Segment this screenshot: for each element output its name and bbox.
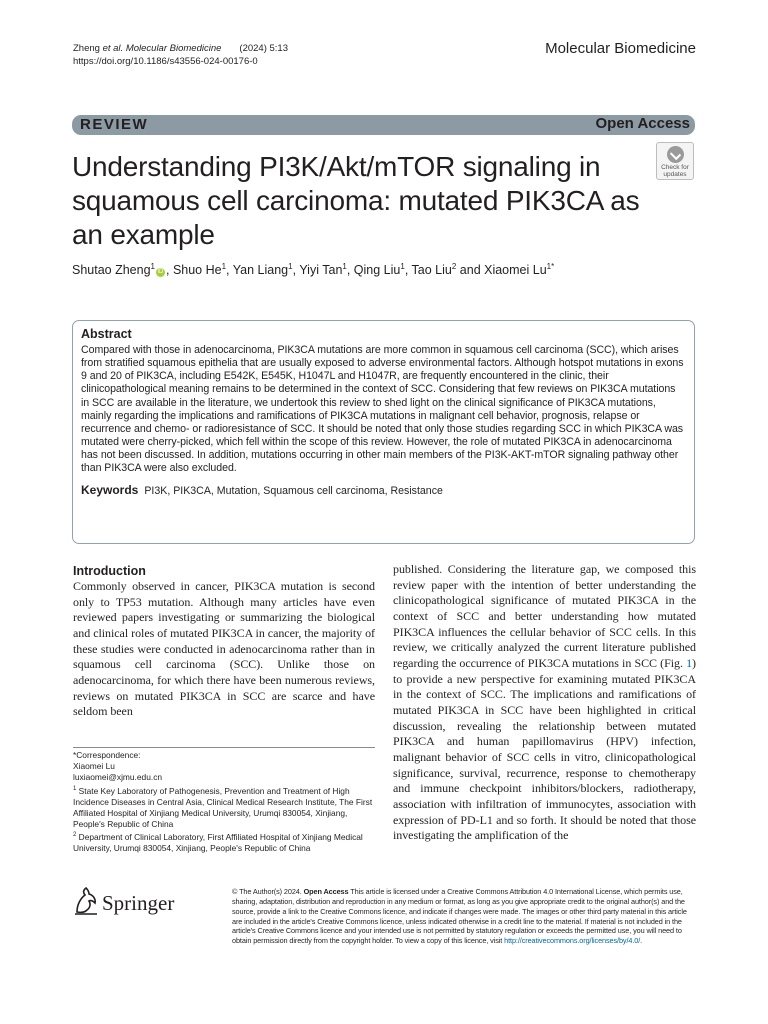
author-affiliation-sup: 1* [546,261,555,271]
author-affiliation-sup: 1 [400,261,405,271]
header-journal: Molecular Biomedicine [123,43,222,54]
orcid-icon[interactable]: iD [157,269,164,275]
author-affiliation-sup: 2 [451,261,457,271]
author-name[interactable]: and Xiaomei Lu [456,263,547,277]
keywords-label: Keywords [81,482,139,497]
publisher-name: Springer [102,891,175,915]
correspondence-label: *Correspondence: [73,750,141,760]
footnotes [73,750,375,854]
check-icon [667,146,684,163]
abstract-heading: Abstract [81,327,132,341]
author-name[interactable]: , Qing Liu [346,263,401,277]
header-author: Zheng [73,43,103,54]
body-column-right [393,562,696,844]
intro-paragraph-right: published. Considering the literature gap, we composed this review paper with the intention of better understanding the clinicopathological significance of mutated PIK3CA in the context of SCC and better understanding how mutated PIK3CA influences the cellular behavior of SCC cells. In this review, we critically analyzed the current literature published regarding the occurrence of PIK3CA mutations in SCC (Fig. 1) to provide a new perspective for examining mutated PIK3CA in the context of SCC. The implications and ramifications of mutated PIK3CA in SCC have been highlighted in critical discussion, revealing the relationship between mutated PIK3CA and human papillomavirus (HPV) infection, malignant behavior of SCC cells in vitro, clinicopathological significance, survival, recurrence, response to chemotherapy and immune checkpoint inhibitors/blockers, radiotherapy, association with infiltration of immunocytes, association with expression of PD-L1 and so forth. It should be noted that those investigating the amplification of the [393,562,696,843]
author-affiliation-sup: 1 [221,261,227,271]
doi-link[interactable]: https://doi.org/10.1186/s43556-024-00176-0 [73,56,258,67]
correspondence-email[interactable]: luxiaomei@xjmu.edu.cn [73,772,163,783]
footnote-divider [73,747,375,748]
keywords-list: PI3K, PIK3CA, Mutation, Squamous cell carcinoma, Resistance [144,484,443,497]
section-heading-introduction: Introduction [73,564,146,578]
springer-horse-icon [73,886,99,916]
license-text: © The Author(s) 2024. Open Access This article is licensed under a Creative Commons Attribution 4.0 International License, which permits use, sharing, adaptation, distribution and reproduction in any medium or format, as long as you give appropriate credit to the original author(s) and the source, provide a link to the Creative Commons licence, and indicate if changes were made. The images or other third party material in this article are included in the article's Creative Commons licence, unless indicated otherwise in a credit line to the material. If material is not included in the article's Creative Commons licence and your intended use is not permitted by statutory regulation or exceeds the permitted use, you will need to obtain permission directly from the copyright holder. To view a copy of this licence, visit http://creativecommons.org/licenses/by/4.0/. [232,887,687,946]
author-list [72,263,554,277]
running-header [73,42,288,68]
figure-link[interactable]: 1 [686,655,693,670]
correspondence-name: Xiaomei Lu [73,761,115,772]
header-etal: et al. [102,43,124,54]
author-affiliation-sup: 1 [342,261,347,271]
affiliation-1: $^1$ State Key Laboratory of Pathogenesis, Prevention and Treatment of High Incidence Diseases in Central Asia, Clinical Medical Research Institute, The First Affiliated Hospital of Xinjiang Medical University, Urumqi 830054, Xinjiang, People's Republic of China [73,785,373,830]
journal-name: Molecular Biomedicine [545,40,696,57]
license-open-access: Open Access [303,887,349,896]
article-type: REVIEW [80,116,149,133]
author-name[interactable]: , Tao Liu [404,263,452,277]
article-title: Understanding PI3K/Akt/mTOR signaling in squamous cell carcinoma: mutated PIK3CA as an example [72,151,640,250]
intro-paragraph-left: Commonly observed in cancer, PIK3CA mutation is second only to TP53 mutation. Although many articles have even reviewed papers investigating or summarizing the biological and clinical roles of mutated PIK3CA in cancer, the majority of these studies were conducted in adenocarcinoma rather than in squamous cell carcinoma (SCC). Unlike those on adenocarcinoma, for which there have been numerous reviews, reviews on mutated PIK3CA in SCC are scarce and have seldom been [73,579,375,719]
check-for-updates-button[interactable] [656,142,694,180]
open-access-label: Open Access [595,115,690,132]
keywords [81,483,686,498]
author-name[interactable]: , Yan Liang [226,263,289,277]
springer-logo [73,886,223,922]
license-link[interactable]: http://creativecommons.org/licenses/by/4.0/ [504,936,641,946]
check-for-updates-label: Check for updates [661,164,689,178]
author-name[interactable]: , Shuo He [166,263,222,277]
body-column-left [73,563,375,720]
author-affiliation-sup: 1 [150,261,155,271]
abstract-text: Compared with those in adenocarcinoma, PIK3CA mutations are more common in squamous cell carcinoma (SCC), which arises from stratified squamous epithelia that are usually exposed to adverse environmental factors. Although hotspot mutations in exons 9 and 20 of PIK3CA, including E542K, E545K, H1047L and H1047R, are frequently encountered in the clinic, their clinicopathological meaning remains to be determined in the context of SCC. Considering that few reviews on PIK3CA mutations in SCC are available in the literature, we undertook this review to shed light on the clinical significance of PIK3CA mutations, mainly regarding the implications and ramifications of PIK3CA mutations in malignant cell behavior, prognosis, relapse or recurrence and chemo- or radioresistance of SCC. It should be noted that only those studies regarding SCC in which PIK3CA was mutated were cherry-picked, which fell within the scope of this review. However, the role of mutated PIK3CA in adenocarcinoma has not been discussed. In addition, mutations occurring in other main members of the PI3K-AKT-mTOR signaling pathway other than PIK3CA were also excluded. [81,344,684,475]
header-year-volume: (2024) 5:13 [239,43,288,54]
author-affiliation-sup: 1 [288,261,293,271]
affiliation-2: $^2$ Department of Clinical Laboratory, First Affiliated Hospital of Xinjiang Medical University, Urumqi 830054, Xinjiang, People's Republic of China [73,832,363,854]
abstract-box [72,320,695,544]
article-type-bar [72,115,695,135]
author-name[interactable]: , Yiyi Tan [292,263,343,277]
citation-line [73,42,288,55]
author-name[interactable]: Shutao Zheng [72,263,151,277]
